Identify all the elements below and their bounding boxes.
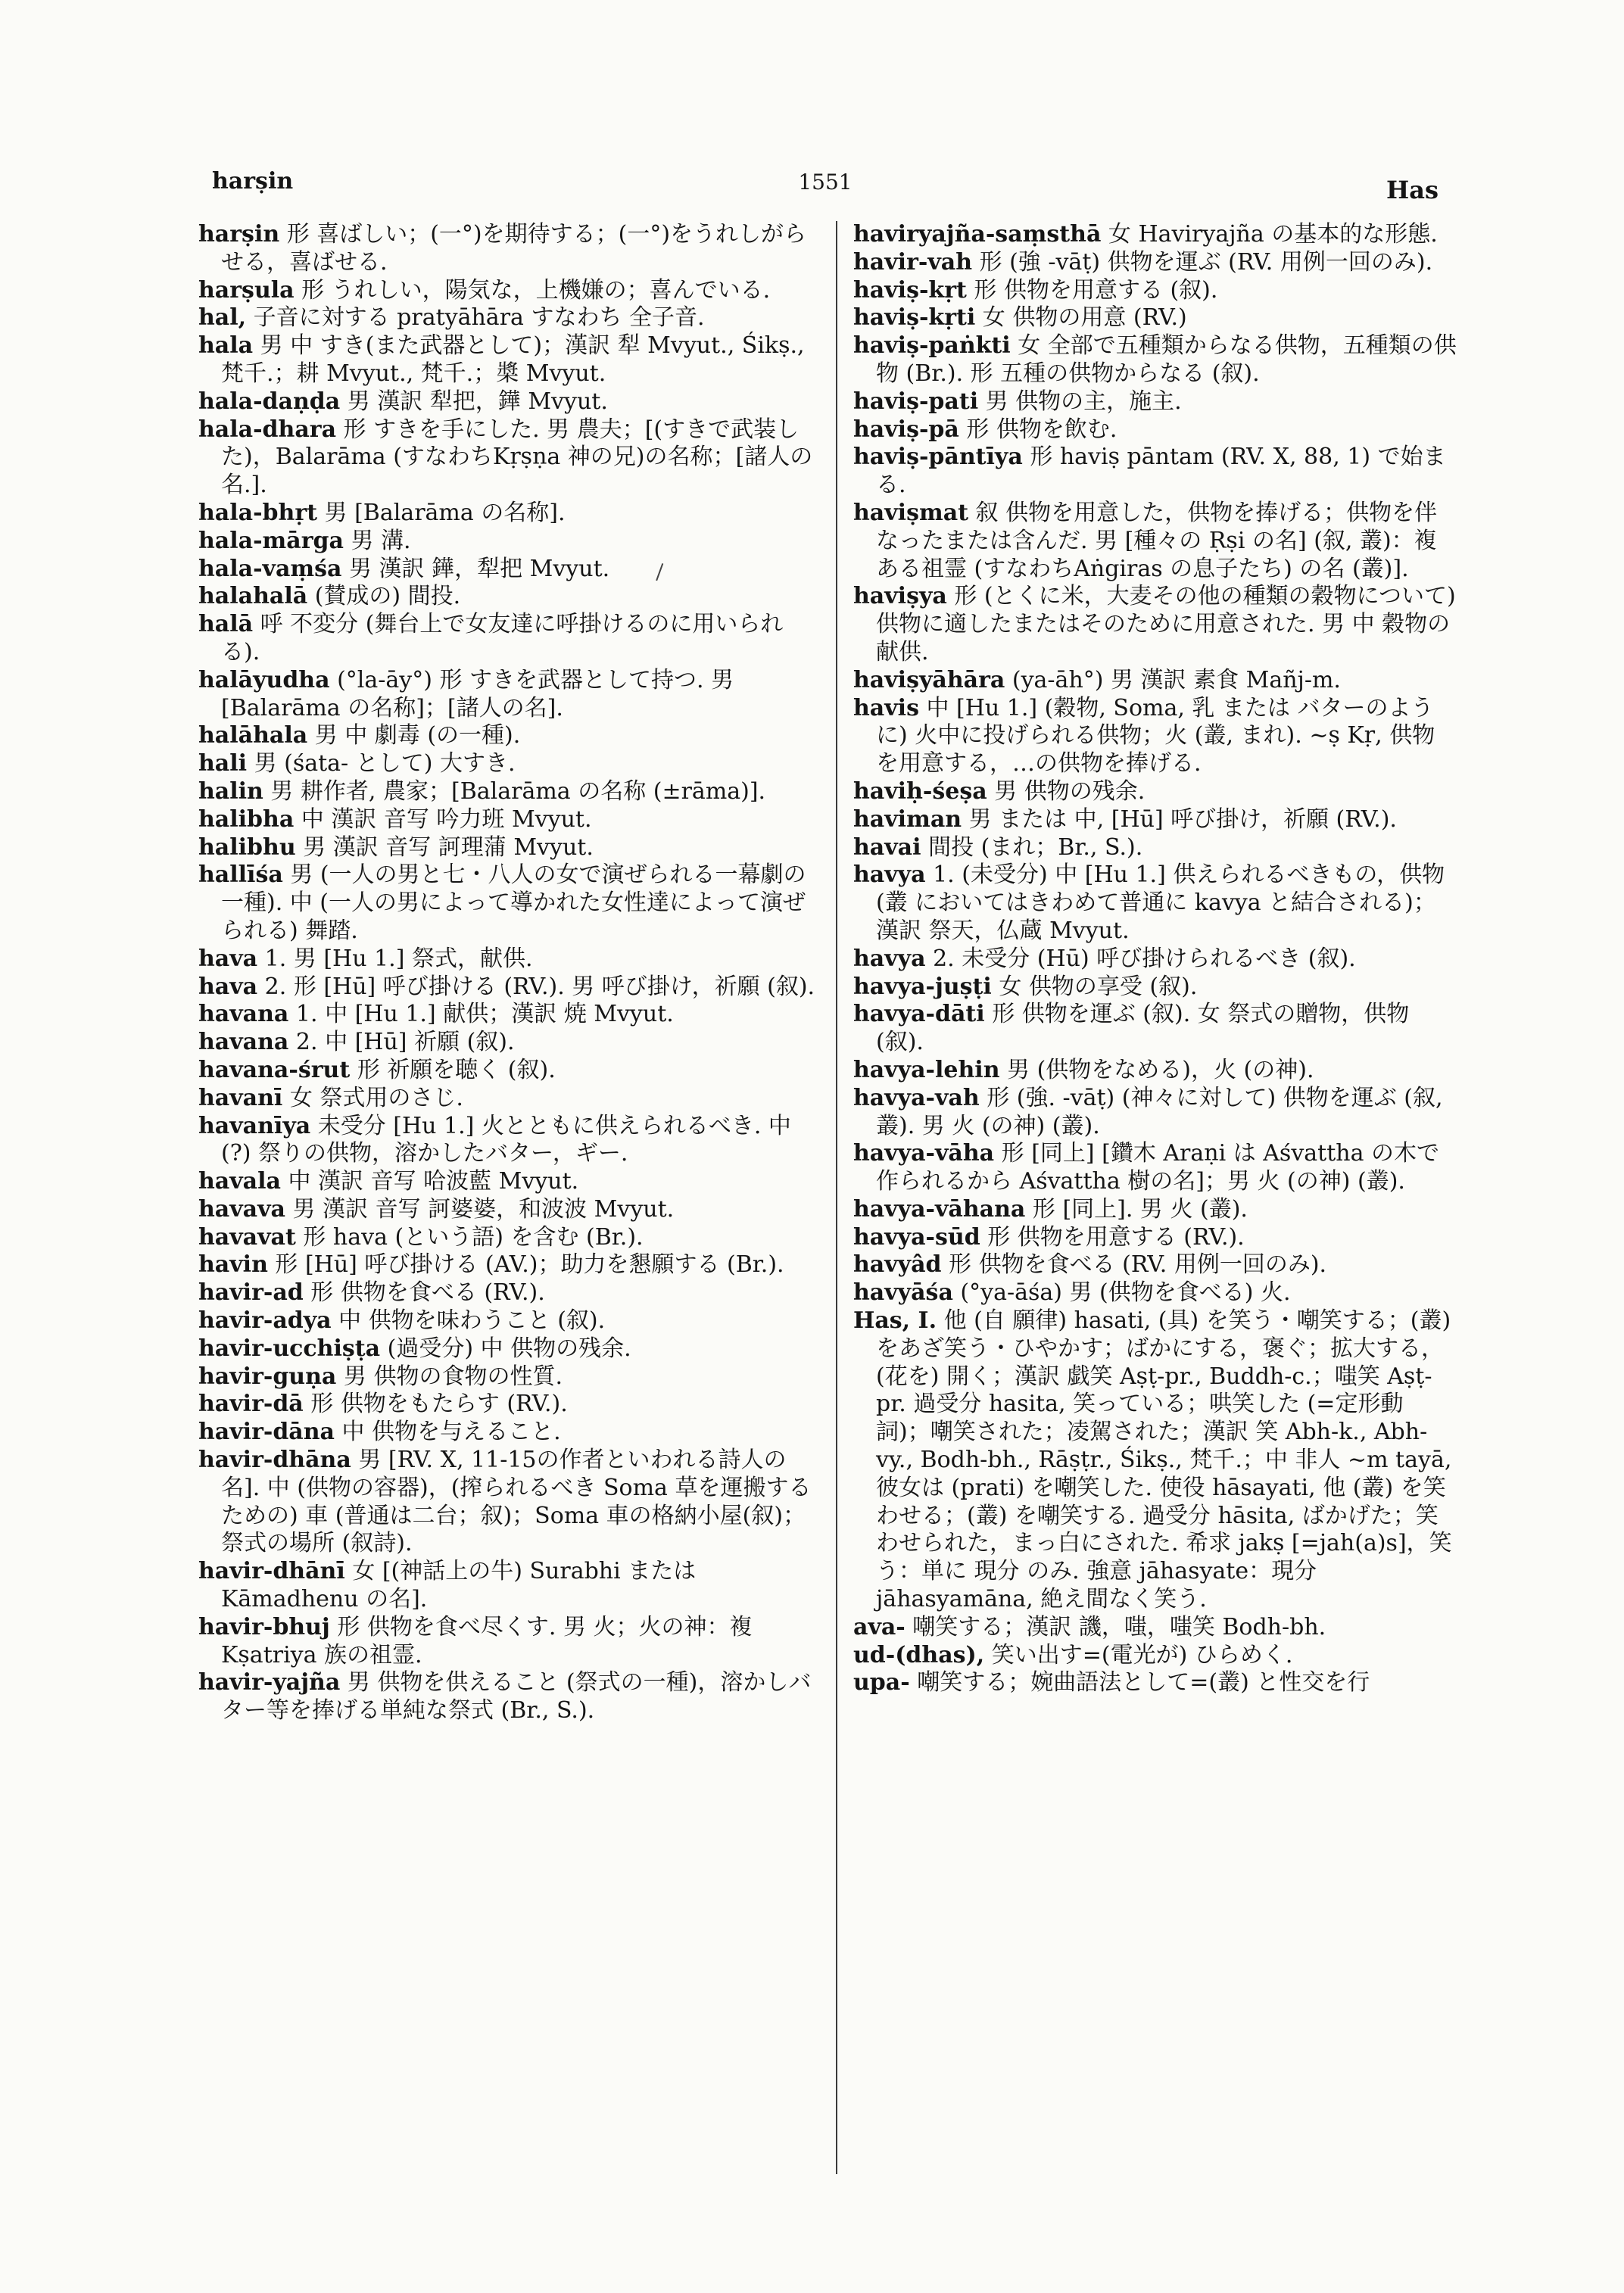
dictionary-entry	[198, 1029, 819, 1057]
dictionary-entry	[198, 1001, 819, 1029]
entry-headword: havala	[198, 1168, 281, 1195]
entry-definition: 女 Haviryajña の基本的な形態.	[1101, 221, 1438, 248]
entry-headword: haviṣ-pā	[853, 416, 959, 443]
entry-headword: havya-juṣṭi	[853, 973, 992, 1000]
entry-definition: 嘲笑する；漢訳 譏，嗤，嗤笑 Bodh-bh.	[905, 1613, 1326, 1640]
entry-definition: 2. 未受分 (Hū) 呼び掛けられるべき (叙).	[925, 945, 1356, 972]
entry-definition: 男 耕作者, 農家；[Balarāma の名称 (±rāma)].	[263, 777, 766, 805]
dictionary-entry	[198, 500, 819, 528]
entry-definition: 男 (śata- として) 大すき.	[247, 750, 516, 777]
entry-headword: havir-bhuj	[198, 1613, 330, 1640]
entry-definition: 中 供物を味わうこと (叙).	[331, 1307, 606, 1335]
entry-headword: haviṣmat	[853, 499, 969, 526]
entry-headword: halibhu	[198, 833, 296, 861]
entry-headword: halahalā	[198, 583, 308, 610]
entry-headword: havir-ucchiṣṭa	[198, 1335, 381, 1362]
dictionary-entry	[198, 1168, 819, 1196]
entry-headword: havir-adya	[198, 1307, 332, 1335]
entry-headword: hallīśa	[198, 861, 283, 889]
entry-headword: havir-vah	[853, 248, 973, 276]
entry-definition: 2. 中 [Hū] 祈願 (叙).	[288, 1029, 515, 1056]
header-right-guideword: Has	[1386, 176, 1439, 204]
entry-headword: haviḥ-śeṣa	[853, 777, 987, 805]
entry-definition: 形 祈願を聴く (叙).	[350, 1056, 556, 1083]
entry-headword: havya-vāha	[853, 1140, 995, 1167]
dictionary-entry	[853, 1196, 1457, 1224]
dictionary-entry	[853, 304, 1457, 332]
entry-headword: halibha	[198, 805, 295, 833]
entry-headword: haviryajña-saṃsthā	[853, 221, 1102, 248]
entry-headword: havyāśa	[853, 1279, 953, 1307]
entry-headword: hala	[198, 332, 254, 360]
entry-definition: 形 [同上] [鑽木 Araṇi は Aśvattha の木で作られるから Aśvattha 樹の名]；男 火 (の神) (叢).	[876, 1140, 1440, 1195]
dictionary-entry	[198, 861, 819, 945]
dictionary-entry	[198, 1113, 819, 1169]
entry-headword: havanīya	[198, 1112, 311, 1139]
entry-headword: ud-(dhas),	[853, 1641, 985, 1668]
entry-headword: upa-	[853, 1669, 910, 1696]
dictionary-entry	[853, 1251, 1457, 1279]
entry-headword: Has, I.	[853, 1307, 937, 1335]
dictionary-entry	[853, 667, 1457, 695]
entry-headword: havava	[198, 1195, 285, 1223]
entry-headword: hala-mārga	[198, 527, 344, 554]
entry-headword: havir-dhāna	[198, 1447, 351, 1474]
dictionary-entry	[198, 806, 819, 834]
entry-definition: 男 (供物をなめる)，火 (の神).	[999, 1056, 1314, 1083]
entry-definition: 男 または 中, [Hū] 呼び掛け，祈願 (RV.).	[962, 805, 1397, 833]
entry-definition: 形 供物を用意する (RV.).	[980, 1223, 1245, 1251]
dictionary-entry	[198, 332, 819, 388]
dictionary-entry	[853, 861, 1457, 945]
page-number: 1551	[798, 170, 853, 195]
entry-headword: hava	[198, 945, 258, 972]
entry-headword: havya-vah	[853, 1084, 980, 1111]
entry-definition: 形 供物を食べる (RV. 用例一回のみ).	[941, 1251, 1327, 1279]
entry-headword: halā	[198, 611, 254, 638]
entry-headword: havya-lehin	[853, 1056, 1000, 1083]
entry-definition: 男 漢訳 音写 訶婆婆，和波波 Mvyut.	[285, 1195, 675, 1223]
entry-definition: 男 供物の食物の性質.	[336, 1363, 563, 1390]
entry-definition: 未受分 [Hu 1.] 火とともに供えられるべき. 中 (?) 祭りの供物，溶かしたバター，ギー.	[221, 1112, 791, 1167]
entry-definition: 男 供物の残余.	[987, 777, 1146, 805]
entry-headword: havana	[198, 1029, 289, 1056]
entry-definition: 形 供物をもたらす (RV.).	[303, 1391, 568, 1418]
dictionary-entry	[198, 1085, 819, 1113]
entry-headword: havir-dāna	[198, 1419, 335, 1446]
entry-definition: 男 溝.	[343, 527, 411, 554]
entry-headword: haviṣ-kṛt	[853, 276, 967, 304]
entry-definition: 他 (自 願律) hasati, (具) を笑う・嘲笑する；(叢) をあざ笑う・ひやかす；ばかにする，褒ぐ；拡大する，(花を) 開く；漢訳 戯笑 Aṣṭ-pr., Buddh-c.；嗤笑 Aṣṭ-pr. 過受分 hasita, 笑っている；哄笑した (=定形動詞)；嘲笑された；凌駕された；漢訳 笑 Abh-k., Abh-vy., Bodh-bh., Rāṣṭr., Śikṣ., 梵千.；中 非人 ~m tayā, 彼女は (prati) を嘲笑した. 使役 hāsayati, 他 (叢) を笑わせる；(叢) を嘲笑する. 過受分 hāsita, ばかげた；笑わせられた，まっ白にされた. 希求 jakṣ [=jah(a)s]，笑う：単に 現分 のみ. 強意 jāhasyate：現分 jāhasyamāna, 絶え間なく笑う.	[876, 1307, 1452, 1613]
entry-definition: 形 haviṣ pāntam (RV. X, 88, 1) で始まる.	[876, 444, 1446, 499]
entry-headword: havir-yajña	[198, 1669, 341, 1696]
entry-definition: 男 漢訳 犁把，鏵 Mvyut.	[340, 388, 608, 415]
entry-definition: 女 [(神話上の牛) Surabhi または Kāmadhenu の名].	[221, 1558, 697, 1613]
dictionary-entry	[853, 388, 1457, 416]
entry-definition: (賛成の) 間投.	[307, 583, 461, 610]
entry-headword: haviṣ-pāntīya	[853, 444, 1023, 471]
entry-headword: halin	[198, 777, 263, 805]
dictionary-entry	[853, 221, 1457, 249]
entry-headword: haviṣ-paṅkti	[853, 332, 1011, 360]
entry-headword: harṣula	[198, 276, 295, 304]
entry-definition: 形 (強. -vāṭ) (神々に対して) 供物を運ぶ (叙, 叢). 男 火 (の神) (叢).	[876, 1084, 1443, 1139]
dictionary-entry	[198, 556, 819, 584]
dictionary-entry	[198, 277, 819, 305]
entry-definition: 呼 不変分 (舞台上で女友達に呼掛けるのに用いられる).	[221, 611, 784, 665]
entry-headword: havir-ad	[198, 1279, 304, 1307]
entry-definition: 男 (一人の男と七・八人の女で演ぜられる一幕劇の一種). 中 (一人の男によって導かれた女性達によって演ぜられる) 舞踏.	[221, 861, 806, 944]
entry-headword: halāhala	[198, 722, 308, 749]
dictionary-entry	[198, 974, 819, 1002]
right-column	[853, 221, 1457, 2235]
entry-headword: havya	[853, 945, 926, 972]
dictionary-entry	[853, 974, 1457, 1002]
dictionary-entry	[198, 388, 819, 416]
entry-headword: hala-bhṛt	[198, 499, 317, 526]
dictionary-entry	[198, 1196, 819, 1224]
dictionary-entry	[198, 416, 819, 500]
entry-definition: 女 全部で五種類からなる供物，五種類の供物 (Br.). 形 五種の供物からなる (叙).	[876, 332, 1457, 387]
entry-headword: havis	[853, 694, 919, 721]
dictionary-entry	[198, 221, 819, 277]
dictionary-entry	[853, 583, 1457, 666]
dictionary-entry	[198, 528, 819, 556]
dictionary-entry	[198, 667, 819, 723]
dictionary-entry	[198, 778, 819, 806]
entry-definition: 男 中 すき(また武器として)；漢訳 犁 Mvyut., Śikṣ., 梵千.；耕 Mvyut., 梵千.；槳 Mvyut.	[221, 332, 805, 387]
dictionary-entry	[198, 946, 819, 974]
entry-definition: 男 漢訳 鏵，犁把 Mvyut.	[341, 555, 610, 582]
entry-definition: 形 [同上]. 男 火 (叢).	[1025, 1195, 1248, 1223]
dictionary-entry	[198, 1279, 819, 1307]
entry-definition: 形 (強 -vāṭ) 供物を運ぶ (RV. 用例一回のみ).	[972, 248, 1433, 276]
entry-headword: havya-vāhana	[853, 1195, 1026, 1223]
dictionary-entry	[198, 1224, 819, 1252]
entry-definition: 嘲笑する；婉曲語法として=(叢) と性交を行	[909, 1669, 1370, 1696]
dictionary-entry	[853, 444, 1457, 500]
dictionary-entry	[853, 778, 1457, 806]
dictionary-entry	[198, 1391, 819, 1419]
dictionary-entry	[198, 1614, 819, 1670]
entry-definition: 中 [Hu 1.] (穀物, Soma, 乳 または バターのように) 火中に投げられる供物；火 (叢, まれ). ~ṣ Kṛ, 供物を用意する，…の供物を捧げる.	[876, 694, 1435, 777]
dictionary-entry	[853, 1001, 1457, 1057]
dictionary-entry	[853, 1057, 1457, 1085]
entry-headword: havya-dāti	[853, 1001, 985, 1028]
entry-headword: hali	[198, 750, 248, 777]
dictionary-entry	[198, 1558, 819, 1614]
dictionary-entry	[198, 834, 819, 862]
entry-headword: havin	[198, 1251, 268, 1279]
entry-headword: havana-śrut	[198, 1056, 351, 1083]
entry-definition: 間投 (まれ；Br., S.).	[921, 833, 1143, 861]
entry-definition: 1. 男 [Hu 1.] 祭式，献供.	[257, 945, 533, 972]
entry-definition: (過受分) 中 供物の残余.	[380, 1335, 631, 1362]
entry-definition: 男 [RV. X, 11-15の作者といわれる詩人の名]. 中 (供物の容器)，(搾られるべき Soma 草を運搬するための) 車 (普通は二台；叙)；Soma 車の格納小屋(叙)；祭式の場所 (叙詩).	[221, 1447, 812, 1557]
entry-headword: halāyudha	[198, 666, 330, 693]
entry-headword: havyâd	[853, 1251, 942, 1279]
dictionary-entry	[853, 416, 1457, 444]
entry-headword: havir-guṇa	[198, 1363, 337, 1390]
entry-headword: haviṣyāhāra	[853, 666, 1005, 693]
dictionary-entry	[198, 1447, 819, 1558]
entry-headword: hal,	[198, 304, 247, 332]
dictionary-entry	[198, 304, 819, 332]
entry-definition: 中 漢訳 音写 吟力班 Mvyut.	[294, 805, 592, 833]
dictionary-entry	[853, 1279, 1457, 1307]
entry-headword: haviman	[853, 805, 962, 833]
entry-headword: harṣin	[198, 221, 280, 248]
dictionary-entry	[853, 806, 1457, 834]
dictionary-entry	[853, 1140, 1457, 1196]
left-column	[198, 221, 819, 2235]
entry-headword: havanī	[198, 1084, 283, 1111]
dictionary-entry	[198, 1363, 819, 1391]
dictionary-entry	[198, 1057, 819, 1085]
entry-definition: 男 供物の主，施主.	[978, 388, 1182, 415]
dictionary-entry	[198, 611, 819, 667]
entry-headword: hala-daṇḍa	[198, 388, 341, 415]
entry-headword: havir-dhānī	[198, 1558, 345, 1585]
running-head	[212, 165, 1439, 210]
entry-headword: havir-dā	[198, 1391, 304, 1418]
dictionary-entry	[853, 1085, 1457, 1141]
dictionary-entry	[853, 332, 1457, 388]
entry-headword: havya-sūd	[853, 1223, 980, 1251]
entry-definition: 形 すきを手にした. 男 農夫；[(すきで武装した)，Balarāma (すなわちKṛṣṇa 神の兄)の名称；[諸人の名.].	[221, 416, 813, 499]
entry-definition: 男 供物を供えること (祭式の一種)，溶かしバター等を捧げる単純な祭式 (Br., S.).	[221, 1669, 812, 1724]
entry-definition: 男 [Balarāma の名称].	[317, 499, 566, 526]
dictionary-entry	[853, 1669, 1457, 1697]
entry-headword: havya	[853, 861, 926, 889]
entry-definition: 形 供物を用意する (叙).	[966, 276, 1218, 304]
dictionary-entry	[198, 583, 819, 611]
dictionary-entry	[853, 1614, 1457, 1642]
entry-definition: 子音に対する pratyāhāra すなわち 全子音.	[246, 304, 705, 332]
dictionary-entry	[853, 249, 1457, 277]
header-left-guideword: harṣin	[212, 168, 294, 195]
entry-headword: ava-	[853, 1613, 906, 1640]
column-divider	[836, 221, 837, 2174]
entry-definition: 1. 中 [Hu 1.] 献供；漢訳 焼 Mvyut.	[288, 1001, 674, 1028]
entry-definition: 男 漢訳 音写 訶理蒲 Mvyut.	[295, 833, 594, 861]
entry-definition: 男 中 劇毒 (の一種).	[307, 722, 521, 749]
entry-definition: 女 供物の用意 (RV.)	[975, 304, 1187, 332]
dictionary-entry	[853, 695, 1457, 778]
dictionary-entry	[198, 1419, 819, 1447]
entry-definition: 形 hava (という語) を含む (Br.).	[295, 1223, 644, 1251]
dictionary-entry	[198, 750, 819, 778]
entry-definition: (°ya-āśa) 男 (供物を食べる) 火.	[952, 1279, 1291, 1307]
dictionary-entry	[853, 1642, 1457, 1670]
entry-definition: 形 喜ばしい；(一°)を期待する；(一°)をうれしがらせる，喜ばせる.	[221, 221, 807, 276]
dictionary-entry	[198, 1307, 819, 1335]
entry-headword: haviṣya	[853, 583, 947, 610]
entry-definition: 笑い出す=(電光が) ひらめく.	[984, 1641, 1293, 1668]
entry-definition: 形 [Hū] 呼び掛ける (AV.)；助力を懇願する (Br.).	[267, 1251, 784, 1279]
entry-headword: haviṣ-pati	[853, 388, 979, 415]
entry-headword: havavat	[198, 1223, 296, 1251]
dictionary-entry	[853, 946, 1457, 974]
entry-definition: 中 供物を与えること.	[335, 1419, 561, 1446]
dictionary-entry	[853, 277, 1457, 305]
entry-definition: 女 供物の享受 (叙).	[991, 973, 1198, 1000]
dictionary-entry	[198, 1251, 819, 1279]
entry-definition: 2. 形 [Hū] 呼び掛ける (RV.). 男 呼び掛け，祈願 (叙).	[257, 973, 815, 1000]
entry-definition: 形 供物を飲む.	[959, 416, 1117, 443]
entry-headword: hava	[198, 973, 258, 1000]
entry-headword: haviṣ-kṛti	[853, 304, 976, 332]
entry-headword: havai	[853, 833, 921, 861]
dictionary-entry	[198, 1669, 819, 1725]
entry-headword: hala-dhara	[198, 416, 337, 443]
entry-definition: 1. (未受分) 中 [Hu 1.] 供えられるべきもの，供物 (叢 においてはきわめて普通に kavya と結合される)；漢訳 祭天，仏蔵 Mvyut.	[876, 861, 1445, 944]
dictionary-entry	[198, 1335, 819, 1363]
entry-headword: havana	[198, 1001, 289, 1028]
entry-definition: 形 (とくに米，大麦その他の種類の穀物について) 供物に適したまたはそのために用意された. 男 中 穀物の献供.	[876, 583, 1456, 665]
dictionary-entry	[853, 500, 1457, 583]
entry-definition: (°la-āy°) 形 すきを武器として持つ. 男 [Balarāma の名称]；[諸人の名].	[221, 666, 734, 721]
entry-definition: (ya-āh°) 男 漢訳 素食 Mañj-m.	[1005, 666, 1341, 693]
dictionary-entry	[853, 1224, 1457, 1252]
entry-definition: 形 供物を運ぶ (叙). 女 祭式の贈物，供物 (叙).	[876, 1001, 1410, 1056]
dictionary-entry	[853, 1307, 1457, 1614]
entry-definition: 形 うれしい，陽気な，上機嫌の；喜んでいる.	[294, 276, 771, 304]
dictionary-entry	[853, 834, 1457, 862]
entry-headword: hala-vaṃśa	[198, 555, 342, 582]
entry-definition: 女 祭式用のさじ.	[282, 1084, 463, 1111]
entry-definition: 形 供物を食べ尽くす. 男 火；火の神：複 Kṣatriya 族の祖霊.	[221, 1613, 753, 1668]
entry-definition: 中 漢訳 音写 哈波藍 Mvyut.	[280, 1168, 579, 1195]
entry-definition: 形 供物を食べる (RV.).	[303, 1279, 545, 1307]
dictionary-entry	[198, 722, 819, 750]
entry-definition: 叙 供物を用意した，供物を捧げる；供物を伴なったまたは含んだ. 男 [種々の Ṛṣi の名] (叙, 叢)：複 ある祖霊 (すなわちAṅgiras の息子たち) の名 (叢)].	[876, 499, 1438, 582]
